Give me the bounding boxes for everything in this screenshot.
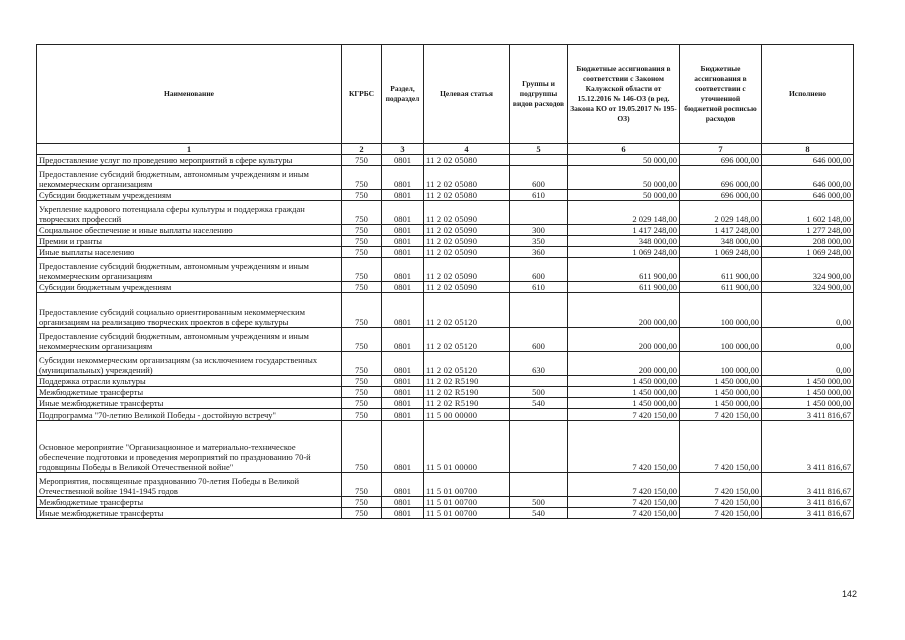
column-number: 2 [342,144,382,155]
cell-allocations-refined: 100 000,00 [680,328,762,352]
table-row [37,398,854,409]
cell-section: 0801 [382,225,424,236]
cell-allocations-law: 200 000,00 [568,328,680,352]
cell-target: 11 5 01 00700 [424,497,510,508]
cell-section: 0801 [382,508,424,519]
cell-target: 11 5 00 00000 [424,409,510,421]
cell-executed: 0,00 [762,328,854,352]
cell-allocations-refined: 7 420 150,00 [680,508,762,519]
cell-name: Субсидии бюджетным учреждениям [37,282,342,293]
cell-target: 11 2 02 05090 [424,236,510,247]
cell-allocations-law: 7 420 150,00 [568,473,680,497]
cell-target: 11 5 01 00000 [424,421,510,473]
cell-group: 350 [510,236,568,247]
header-section: Раздел, подраздел [382,45,424,144]
cell-executed: 3 411 816,67 [762,409,854,421]
cell-kgrbs: 750 [342,421,382,473]
cell-kgrbs: 750 [342,166,382,190]
table-row [37,376,854,387]
cell-group [510,201,568,225]
cell-target: 11 2 02 05080 [424,155,510,166]
cell-allocations-law: 1 417 248,00 [568,225,680,236]
cell-kgrbs: 750 [342,352,382,376]
cell-allocations-refined: 696 000,00 [680,166,762,190]
cell-allocations-refined: 696 000,00 [680,155,762,166]
cell-section: 0801 [382,421,424,473]
column-number: 5 [510,144,568,155]
cell-group: 500 [510,497,568,508]
cell-executed: 646 000,00 [762,166,854,190]
cell-allocations-refined: 1 417 248,00 [680,225,762,236]
budget-table [36,44,854,519]
cell-allocations-law: 611 900,00 [568,282,680,293]
cell-group [510,473,568,497]
cell-target: 11 2 02 05090 [424,247,510,258]
cell-group: 600 [510,258,568,282]
table-body [37,155,854,519]
cell-section: 0801 [382,352,424,376]
cell-executed: 1 450 000,00 [762,387,854,398]
header-target: Целевая статья [424,45,510,144]
page-number: 142 [841,589,857,599]
cell-executed: 3 411 816,67 [762,421,854,473]
cell-allocations-law: 50 000,00 [568,166,680,190]
table-row [37,421,854,473]
table-row [37,190,854,201]
header-kgrbs: КГРБС [342,45,382,144]
cell-name: Предоставление субсидий социально ориентированным некоммерческим организациям на реализацию творческих проектов в сфере культуры [37,293,342,328]
cell-executed: 324 900,00 [762,282,854,293]
cell-allocations-refined: 1 450 000,00 [680,387,762,398]
table-row [37,293,854,328]
cell-name: Подпрограмма "70-летию Великой Победы - достойную встречу" [37,409,342,421]
cell-allocations-law: 50 000,00 [568,155,680,166]
cell-name: Основное мероприятие "Организационное и материально-техническое обеспечение подготовки и проведения мероприятий по празднованию 70-й годовщины Победы в Великой Отечественной войне" [37,421,342,473]
cell-allocations-law: 611 900,00 [568,258,680,282]
cell-name: Межбюджетные трансферты [37,387,342,398]
cell-target: 11 2 02 05090 [424,258,510,282]
cell-section: 0801 [382,293,424,328]
cell-kgrbs: 750 [342,409,382,421]
cell-kgrbs: 750 [342,387,382,398]
cell-name: Поддержка отрасли культуры [37,376,342,387]
cell-section: 0801 [382,282,424,293]
cell-kgrbs: 750 [342,201,382,225]
cell-allocations-refined: 611 900,00 [680,282,762,293]
table-row [37,352,854,376]
cell-target: 11 2 02 R5190 [424,387,510,398]
cell-target: 11 5 01 00700 [424,508,510,519]
cell-target: 11 2 02 05120 [424,352,510,376]
cell-allocations-refined: 7 420 150,00 [680,421,762,473]
cell-allocations-law: 1 450 000,00 [568,376,680,387]
cell-executed: 1 450 000,00 [762,376,854,387]
table-row [37,247,854,258]
cell-group: 610 [510,282,568,293]
column-number: 1 [37,144,342,155]
cell-allocations-refined: 7 420 150,00 [680,473,762,497]
cell-group [510,421,568,473]
cell-kgrbs: 750 [342,376,382,387]
cell-allocations-refined: 100 000,00 [680,293,762,328]
cell-name: Мероприятия, посвященные празднованию 70-летия Победы в Великой Отечественной войне 1941-1945 годов [37,473,342,497]
table-row [37,409,854,421]
cell-allocations-refined: 611 900,00 [680,258,762,282]
column-number: 8 [762,144,854,155]
table-row [37,508,854,519]
cell-section: 0801 [382,166,424,190]
cell-kgrbs: 750 [342,508,382,519]
budget-table-container [36,44,854,519]
cell-allocations-law: 348 000,00 [568,236,680,247]
cell-kgrbs: 750 [342,328,382,352]
table-row [37,155,854,166]
cell-target: 11 2 02 05120 [424,293,510,328]
column-number-row [37,144,854,155]
cell-target: 11 2 02 R5190 [424,376,510,387]
cell-group: 540 [510,398,568,409]
cell-target: 11 2 02 05120 [424,328,510,352]
cell-allocations-law: 200 000,00 [568,293,680,328]
cell-allocations-law: 7 420 150,00 [568,497,680,508]
table-row [37,236,854,247]
cell-group: 360 [510,247,568,258]
cell-group [510,293,568,328]
cell-allocations-refined: 1 450 000,00 [680,398,762,409]
header-group: Группы и подгруппы видов расходов [510,45,568,144]
cell-kgrbs: 750 [342,190,382,201]
header-allocations-law: Бюджетные ассигнования в соответствии с Законом Калужской области от 15.12.2016 № 146-ОЗ (в ред. Закона КО от 19.05.2017 № 195-ОЗ) [568,45,680,144]
table-row [37,497,854,508]
cell-section: 0801 [382,409,424,421]
cell-target: 11 2 02 05090 [424,282,510,293]
cell-executed: 3 411 816,67 [762,497,854,508]
cell-target: 11 5 01 00700 [424,473,510,497]
cell-group [510,155,568,166]
cell-section: 0801 [382,258,424,282]
cell-section: 0801 [382,398,424,409]
cell-group: 600 [510,328,568,352]
cell-kgrbs: 750 [342,225,382,236]
cell-executed: 1 069 248,00 [762,247,854,258]
header-row [37,45,854,144]
cell-section: 0801 [382,247,424,258]
cell-section: 0801 [382,376,424,387]
cell-kgrbs: 750 [342,293,382,328]
cell-allocations-refined: 1 450 000,00 [680,376,762,387]
cell-executed: 1 602 148,00 [762,201,854,225]
cell-section: 0801 [382,387,424,398]
cell-name: Предоставление услуг по проведению мероприятий в сфере культуры [37,155,342,166]
header-name: Наименование [37,45,342,144]
cell-kgrbs: 750 [342,497,382,508]
cell-kgrbs: 750 [342,247,382,258]
cell-name: Иные выплаты населению [37,247,342,258]
table-row [37,473,854,497]
cell-kgrbs: 750 [342,282,382,293]
cell-kgrbs: 750 [342,155,382,166]
cell-allocations-law: 7 420 150,00 [568,409,680,421]
cell-target: 11 2 02 05080 [424,190,510,201]
cell-group: 630 [510,352,568,376]
table-row [37,201,854,225]
cell-allocations-law: 7 420 150,00 [568,508,680,519]
cell-name: Укрепление кадрового потенциала сферы культуры и поддержка граждан творческих профессий [37,201,342,225]
column-number: 6 [568,144,680,155]
cell-name: Предоставление субсидий бюджетным, автономным учреждениям и иным некоммерческим организациям [37,258,342,282]
cell-executed: 1 450 000,00 [762,398,854,409]
cell-allocations-law: 1 450 000,00 [568,387,680,398]
cell-name: Субсидии бюджетным учреждениям [37,190,342,201]
cell-allocations-refined: 2 029 148,00 [680,201,762,225]
column-number: 4 [424,144,510,155]
column-number: 7 [680,144,762,155]
cell-allocations-law: 50 000,00 [568,190,680,201]
table-row [37,328,854,352]
cell-group: 540 [510,508,568,519]
cell-group: 610 [510,190,568,201]
cell-executed: 0,00 [762,352,854,376]
cell-executed: 3 411 816,67 [762,473,854,497]
table-row [37,166,854,190]
cell-group: 300 [510,225,568,236]
header-executed: Исполнено [762,45,854,144]
cell-name: Социальное обеспечение и иные выплаты населению [37,225,342,236]
cell-name: Иные межбюджетные трансферты [37,398,342,409]
cell-kgrbs: 750 [342,236,382,247]
cell-section: 0801 [382,190,424,201]
cell-executed: 646 000,00 [762,155,854,166]
cell-allocations-refined: 7 420 150,00 [680,409,762,421]
cell-name: Премии и гранты [37,236,342,247]
cell-target: 11 2 02 05080 [424,166,510,190]
cell-allocations-refined: 7 420 150,00 [680,497,762,508]
column-number: 3 [382,144,424,155]
table-row [37,225,854,236]
cell-executed: 208 000,00 [762,236,854,247]
table-row [37,258,854,282]
cell-allocations-law: 2 029 148,00 [568,201,680,225]
table-row [37,387,854,398]
cell-executed: 0,00 [762,293,854,328]
cell-allocations-refined: 348 000,00 [680,236,762,247]
cell-allocations-refined: 696 000,00 [680,190,762,201]
cell-group [510,376,568,387]
cell-allocations-refined: 1 069 248,00 [680,247,762,258]
cell-target: 11 2 02 05090 [424,225,510,236]
cell-executed: 3 411 816,67 [762,508,854,519]
cell-group [510,409,568,421]
cell-name: Межбюджетные трансферты [37,497,342,508]
cell-name: Иные межбюджетные трансферты [37,508,342,519]
cell-allocations-law: 7 420 150,00 [568,421,680,473]
cell-section: 0801 [382,236,424,247]
cell-name: Субсидии некоммерческим организациям (за исключением государственных (муниципальных) учреждений) [37,352,342,376]
cell-executed: 646 000,00 [762,190,854,201]
cell-section: 0801 [382,328,424,352]
cell-allocations-law: 1 069 248,00 [568,247,680,258]
header-allocations-refined: Бюджетные ассигнования в соответствии с уточненной бюджетной росписью расходов [680,45,762,144]
cell-name: Предоставление субсидий бюджетным, автономным учреждениям и иным некоммерческим организациям [37,328,342,352]
cell-section: 0801 [382,155,424,166]
cell-section: 0801 [382,473,424,497]
cell-executed: 1 277 248,00 [762,225,854,236]
cell-allocations-law: 1 450 000,00 [568,398,680,409]
cell-kgrbs: 750 [342,473,382,497]
cell-group: 600 [510,166,568,190]
table-row [37,282,854,293]
cell-target: 11 2 02 R5190 [424,398,510,409]
cell-kgrbs: 750 [342,398,382,409]
cell-executed: 324 900,00 [762,258,854,282]
cell-section: 0801 [382,201,424,225]
cell-allocations-law: 200 000,00 [568,352,680,376]
cell-target: 11 2 02 05090 [424,201,510,225]
cell-allocations-refined: 100 000,00 [680,352,762,376]
cell-section: 0801 [382,497,424,508]
cell-kgrbs: 750 [342,258,382,282]
cell-name: Предоставление субсидий бюджетным, автономным учреждениям и иным некоммерческим организациям [37,166,342,190]
cell-group: 500 [510,387,568,398]
